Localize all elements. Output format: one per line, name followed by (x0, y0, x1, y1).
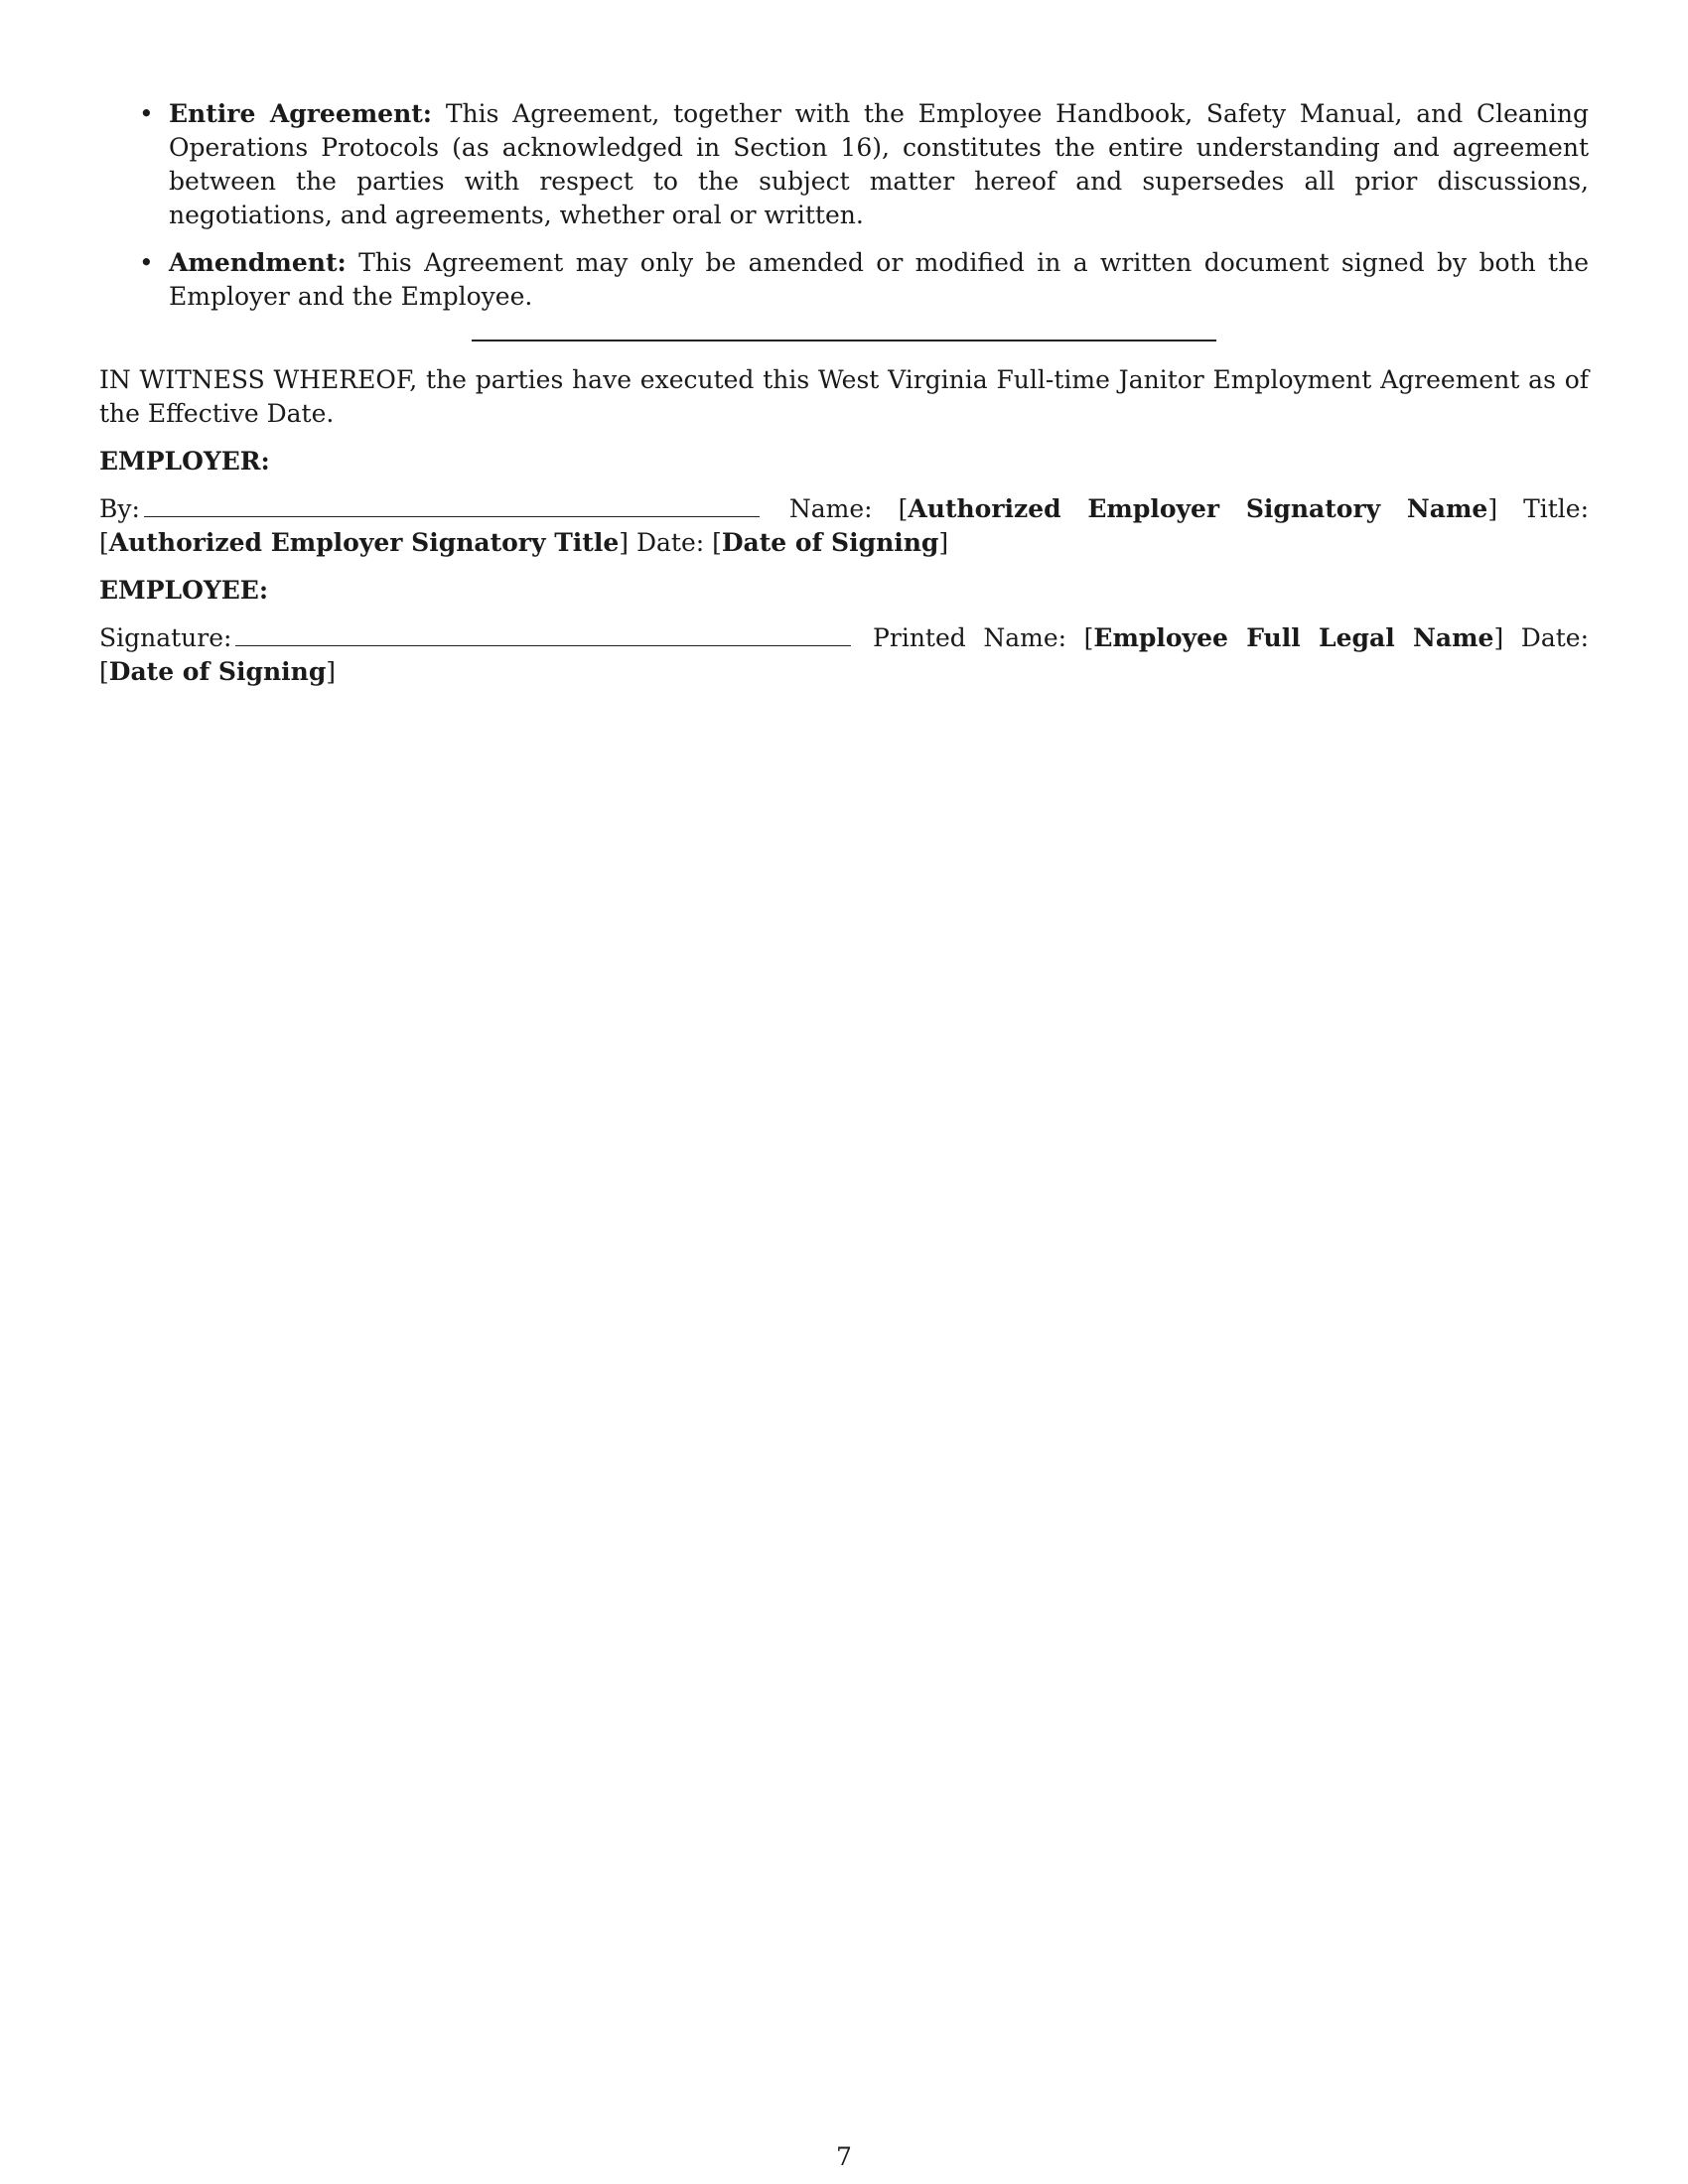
employer-name-value: Authorized Employer Signatory Name (908, 494, 1488, 523)
employer-heading: EMPLOYER: (99, 447, 270, 476)
bullet-icon: • (139, 248, 154, 277)
employer-title-value: Authorized Employer Signatory Title (108, 528, 620, 557)
date-label: Date: (635, 528, 705, 557)
signature-label: Signature: (99, 623, 232, 652)
employee-signature-block: Signature: Printed Name: [Employee Full Legal Name] Date: [Date of Signing] (99, 623, 1590, 686)
clause-list (99, 97, 1589, 314)
employee-signature-line[interactable] (235, 621, 851, 646)
witness-statement: IN WITNESS WHEREOF, the parties have executed this West Virginia Full-time Janitor Employment Agreement as of the Effective Date. (99, 365, 1589, 428)
employee-heading: EMPLOYEE: (99, 576, 269, 605)
clause-title: Amendment: (169, 248, 347, 277)
employer-signature-line[interactable] (144, 492, 760, 517)
clause-entire-agreement (99, 97, 1589, 232)
page-number: 7 (836, 2142, 852, 2171)
employer-signature-block: By: Name: [Authorized Employer Signatory Name] Title: [Authorized Employer Signatory Title] Date: [Date of Signing] (99, 494, 1590, 557)
title-label: Title: (1523, 494, 1590, 523)
employee-name-value: Employee Full Legal Name (1093, 623, 1494, 652)
name-label: Name: (788, 494, 873, 523)
document-page (99, 97, 1589, 703)
employee-date-value: Date of Signing (108, 657, 327, 686)
employer-date-value: Date of Signing (721, 528, 939, 557)
bullet-icon: • (139, 99, 154, 128)
clause-text: This Agreement may only be amended or modified in a written document signed by both the Employer and the Employee. (169, 248, 1589, 311)
date-label: Date: (1520, 623, 1590, 652)
section-divider (472, 340, 1216, 341)
clause-amendment (99, 246, 1589, 314)
printed-name-label: Printed Name: (873, 623, 1067, 652)
clause-text: This Agreement, together with the Employee Handbook, Safety Manual, and Cleaning Operations Protocols (as acknowledged in Section 16), constitutes the entire understanding and agreement between the parties with respect to the subject matter hereof and supersedes all prior discussions, negotiations, and agreements, whether oral or written. (169, 99, 1590, 229)
by-label: By: (99, 494, 140, 523)
clause-title: Entire Agreement: (169, 99, 433, 128)
